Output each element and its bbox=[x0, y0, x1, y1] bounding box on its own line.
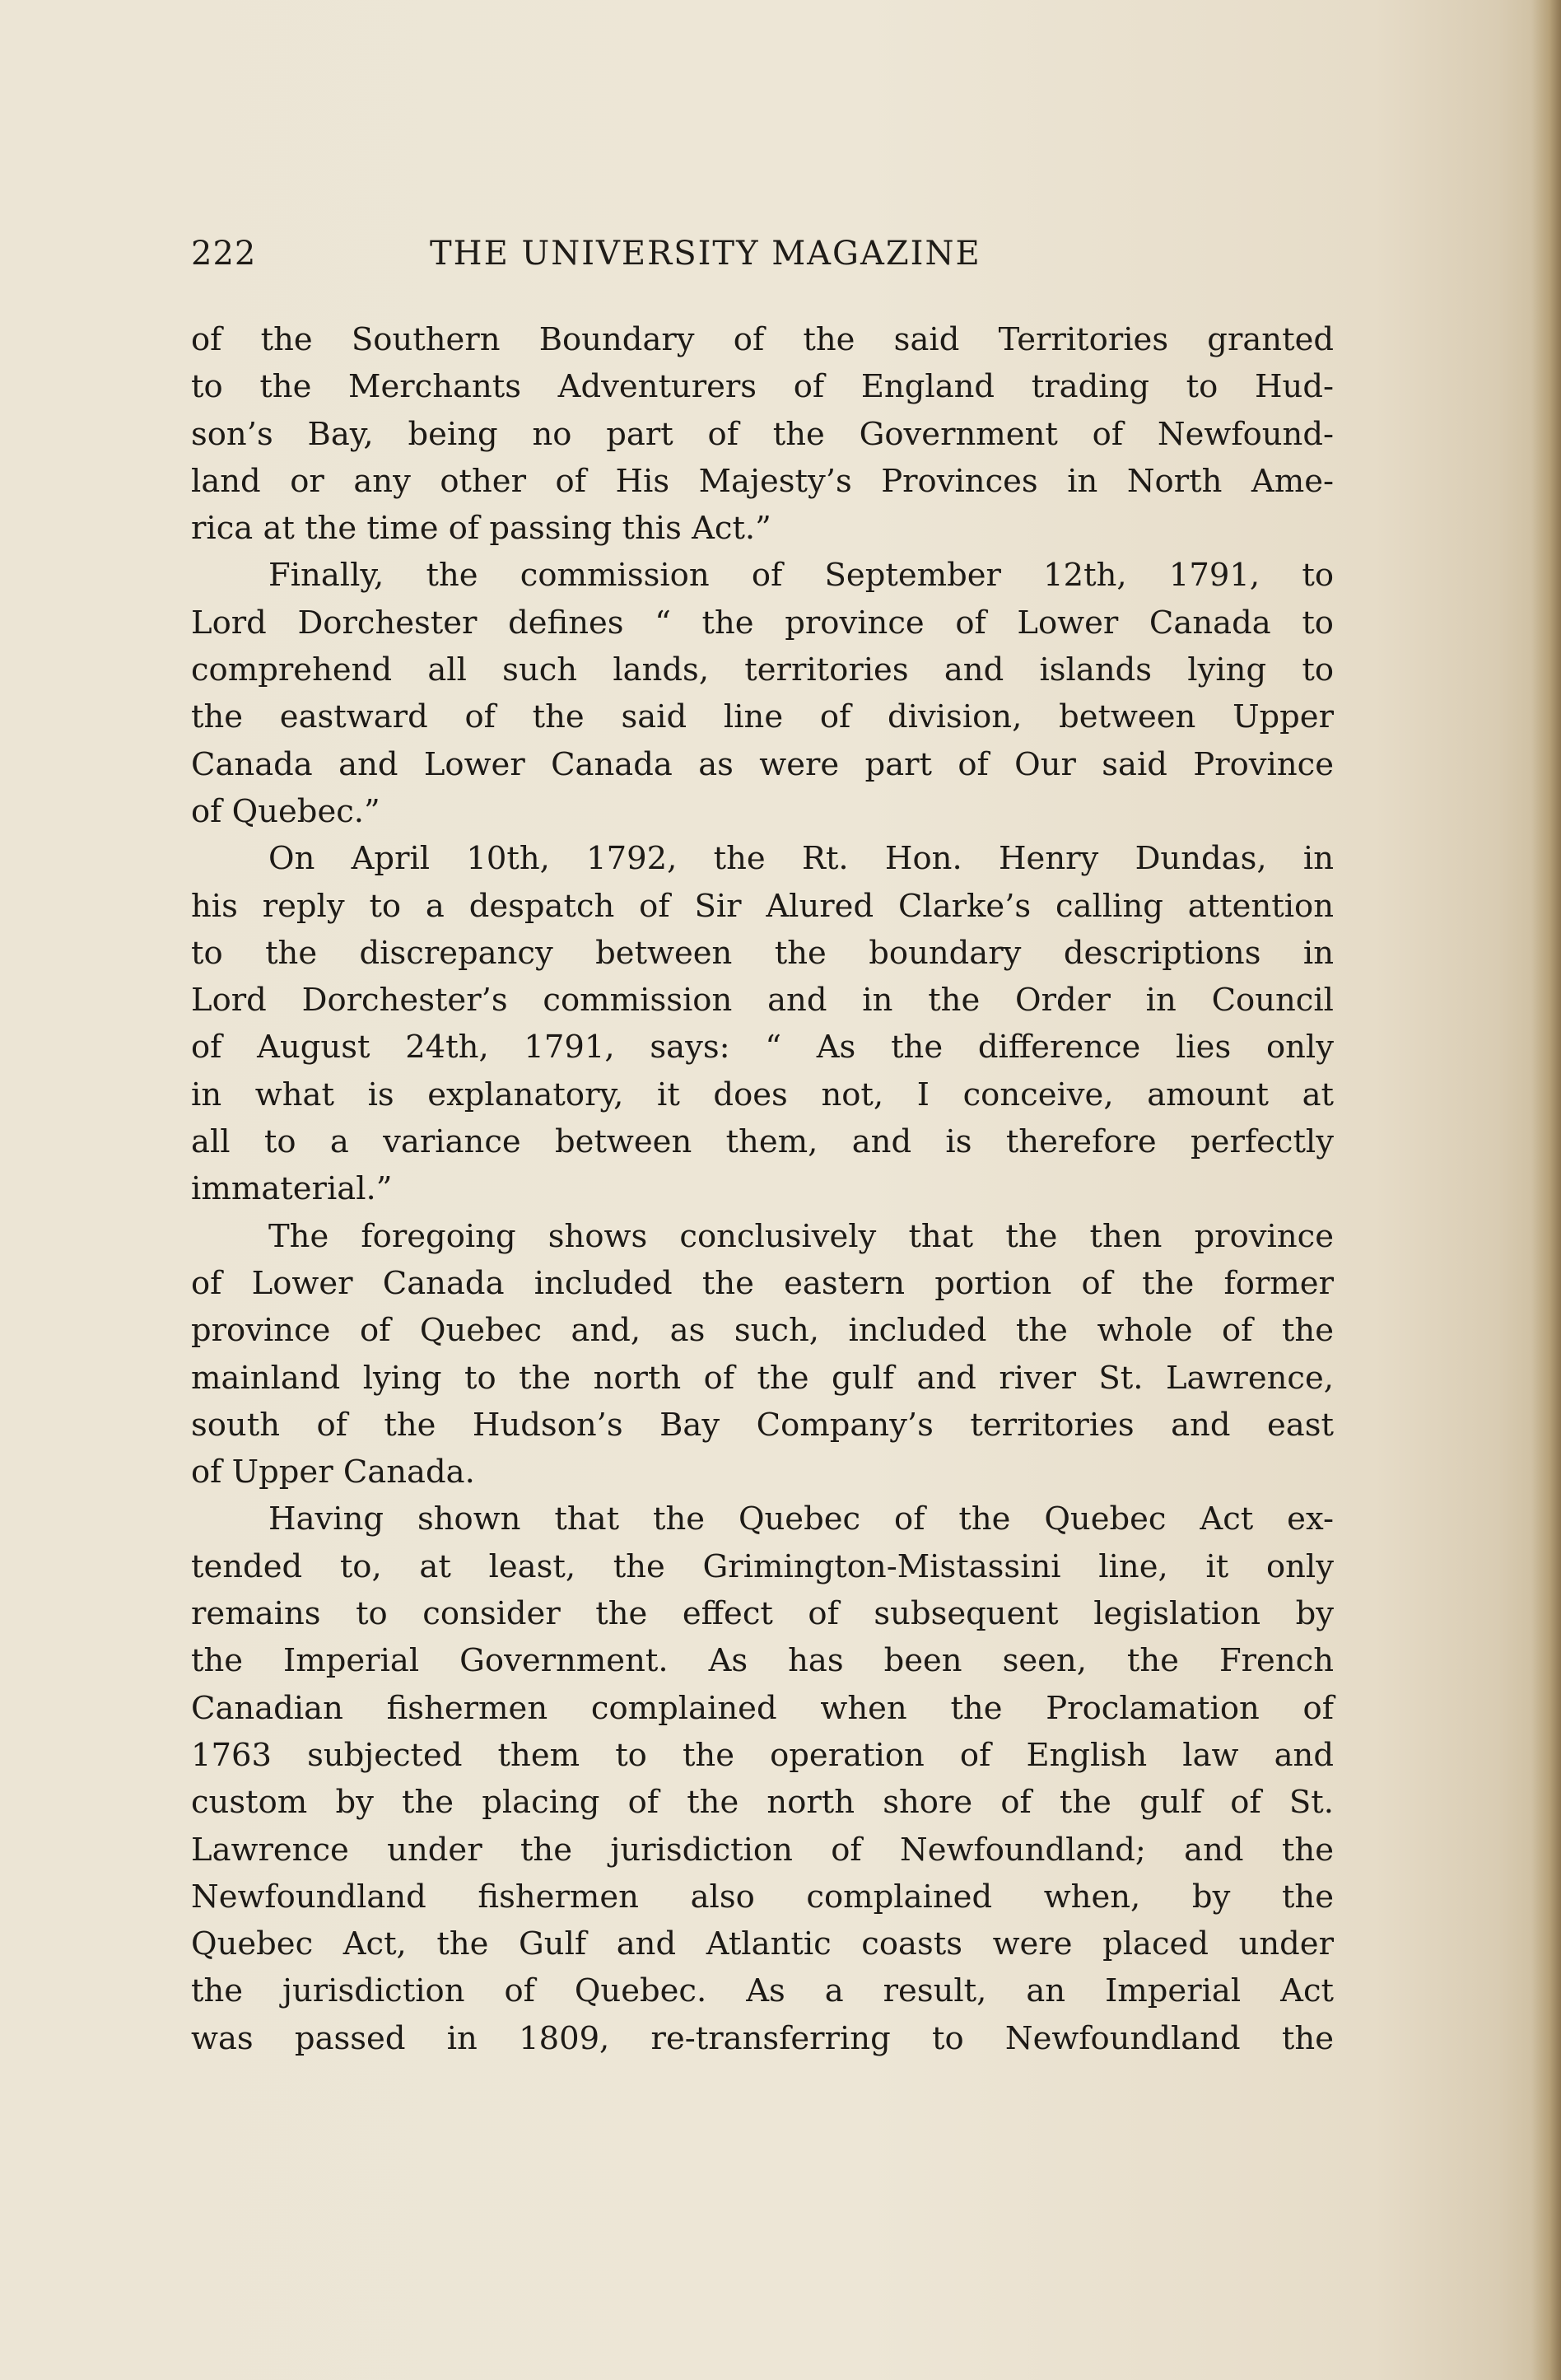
text-line: tended to, at least, the Grimington-Mistassini line, it only bbox=[191, 1547, 1334, 1585]
text-line: son’s Bay, being no part of the Government of Newfound- bbox=[191, 415, 1334, 453]
text-line: comprehend all such lands, territories and islands lying to bbox=[191, 651, 1334, 689]
text-line: to the discrepancy between the boundary descriptions in bbox=[191, 934, 1334, 972]
text-line: of Upper Canada. bbox=[191, 1454, 475, 1491]
text-line: south of the Hudson’s Bay Company’s territories and east bbox=[191, 1406, 1334, 1444]
text-line: Canada and Lower Canada as were part of Our said Province bbox=[191, 745, 1334, 783]
text-line: Finally, the commission of September 12th, 1791, to bbox=[268, 557, 1334, 595]
text-line: the Imperial Government. As has been seen, the French bbox=[191, 1642, 1334, 1680]
text-line: of August 24th, 1791, says: “ As the difference lies only bbox=[191, 1029, 1334, 1066]
running-head bbox=[191, 229, 1055, 278]
page-edge-shadow bbox=[1531, 0, 1561, 2380]
text-line: Having shown that the Quebec of the Quebec Act ex- bbox=[268, 1500, 1334, 1538]
text-line: Lawrence under the jurisdiction of Newfoundland; and the bbox=[191, 1831, 1334, 1869]
text-line: his reply to a despatch of Sir Alured Clarke’s calling attention bbox=[191, 887, 1334, 925]
text-line: province of Quebec and, as such, included the whole of the bbox=[191, 1312, 1334, 1350]
journal-title: THE UNIVERSITY MAGAZINE bbox=[430, 235, 981, 273]
text-line: remains to consider the effect of subsequent legislation by bbox=[191, 1595, 1334, 1633]
text-line: Newfoundland fishermen also complained when, by the bbox=[191, 1878, 1334, 1916]
text-line: Quebec Act, the Gulf and Atlantic coasts were placed under bbox=[191, 1925, 1334, 1963]
text-line: 1763 subjected them to the operation of English law and bbox=[191, 1736, 1334, 1774]
page-number: 222 bbox=[191, 235, 257, 273]
text-line: On April 10th, 1792, the Rt. Hon. Henry Dundas, in bbox=[268, 840, 1334, 878]
text-line: custom by the placing of the north shore of the gulf of St. bbox=[191, 1784, 1334, 1822]
text-line: land or any other of His Majesty’s Provinces in North Ame- bbox=[191, 462, 1334, 500]
text-line: all to a variance between them, and is therefore perfectly bbox=[191, 1123, 1334, 1161]
text-line: the jurisdiction of Quebec. As a result, an Imperial Act bbox=[191, 1972, 1334, 2010]
text-line: rica at the time of passing this Act.” bbox=[191, 510, 771, 548]
text-line: Canadian fishermen complained when the Proclamation of bbox=[191, 1689, 1334, 1727]
text-line: immaterial.” bbox=[191, 1170, 393, 1208]
body-text bbox=[191, 316, 1334, 2062]
text-line: of Quebec.” bbox=[191, 792, 380, 830]
text-line: Lord Dorchester’s commission and in the Order in Council bbox=[191, 982, 1334, 1020]
text-line: was passed in 1809, re-transferring to Newfoundland the bbox=[191, 2019, 1334, 2057]
text-line: of Lower Canada included the eastern portion of the former bbox=[191, 1264, 1334, 1302]
text-line: The foregoing shows conclusively that the then province bbox=[268, 1217, 1334, 1255]
text-line: mainland lying to the north of the gulf and river St. Lawrence, bbox=[191, 1359, 1334, 1397]
text-line: the eastward of the said line of division, between Upper bbox=[191, 698, 1334, 736]
text-line: in what is explanatory, it does not, I conceive, amount at bbox=[191, 1076, 1334, 1113]
text-line: to the Merchants Adventurers of England trading to Hud- bbox=[191, 368, 1334, 406]
text-line: Lord Dorchester defines “ the province of Lower Canada to bbox=[191, 604, 1334, 642]
text-line: of the Southern Boundary of the said Territories granted bbox=[191, 321, 1334, 358]
